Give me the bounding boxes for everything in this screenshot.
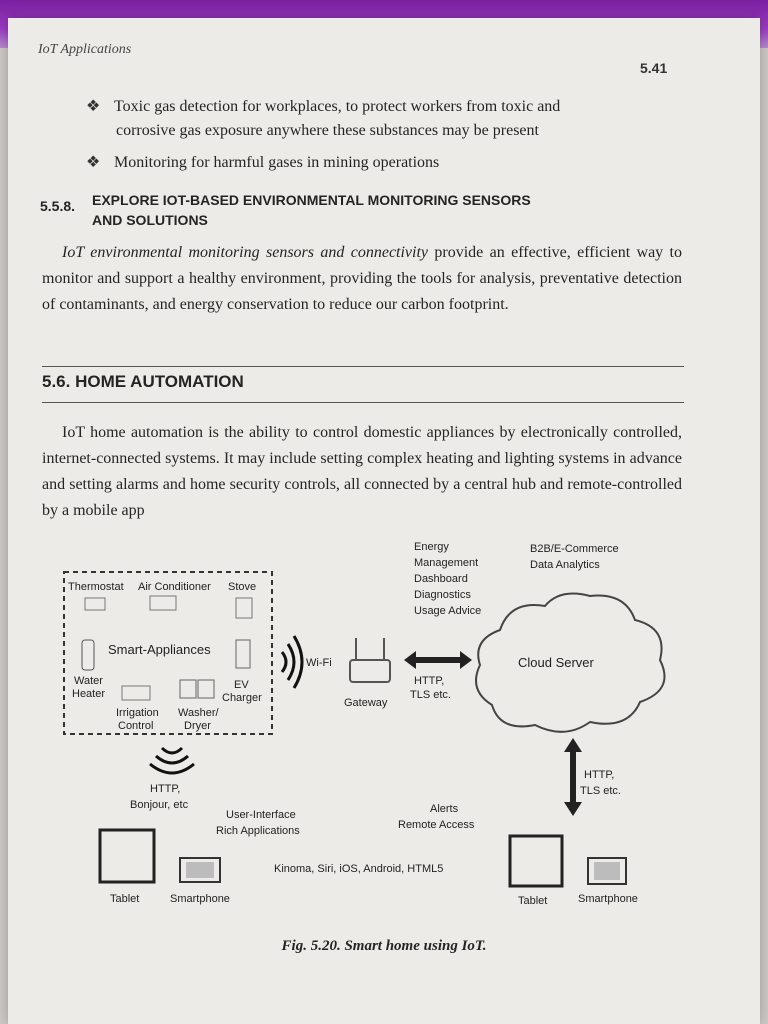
- ev-charger-icon: [236, 640, 250, 668]
- water-heater-label-2: Heater: [72, 688, 106, 700]
- energy-item: Usage Advice: [414, 605, 482, 617]
- paragraph-emphasis: IoT environmental monitoring sensors and connectivity: [62, 244, 429, 261]
- b2b-label-1: B2B/E-Commerce: [530, 543, 619, 555]
- ev-label-1: EV: [234, 679, 249, 691]
- wifi-label: Wi-Fi: [306, 657, 332, 669]
- http-tls-mid-2: TLS etc.: [410, 689, 451, 701]
- stove-label: Stove: [228, 581, 257, 593]
- section-number: 5.5.8.: [40, 198, 76, 214]
- figure-caption: Fig. 5.20. Smart home using IoT.: [281, 938, 487, 954]
- b2b-label-2: Data Analytics: [530, 559, 600, 571]
- smart-appliances-title: Smart-Appliances: [108, 642, 211, 657]
- smartphone-right-label: Smartphone: [578, 893, 638, 905]
- washer-icon: [180, 680, 196, 698]
- energy-item: Diagnostics: [414, 589, 471, 601]
- water-heater-label-1: Water: [74, 675, 103, 687]
- energy-item: Dashboard: [414, 573, 468, 585]
- thermostat-icon: [85, 598, 105, 610]
- air-conditioner-icon: [150, 596, 176, 610]
- user-interface-1: User-Interface: [226, 809, 296, 821]
- paragraph-text: provide an effective, efficient way to monitor and support a healthy environment, providing the tools for analysis, preventative detection of contaminants, and energy conservation to reduce our carbon footprint.: [42, 244, 682, 313]
- section-title-continued: AND SOLUTIONS: [92, 212, 208, 228]
- irrigation-label-2: Control: [118, 720, 154, 732]
- washer-label-2: Dryer: [184, 720, 211, 732]
- signal-waves-icon: [150, 748, 194, 773]
- washer-label-1: Washer/: [178, 707, 219, 719]
- platforms-label: Kinoma, Siri, iOS, Android, HTML5: [274, 863, 444, 875]
- alerts-1: Alerts: [430, 803, 459, 815]
- ev-label-2: Charger: [222, 692, 262, 704]
- alerts-2: Remote Access: [398, 819, 475, 831]
- section-heading: 5.6. HOME AUTOMATION: [42, 372, 244, 391]
- air-conditioner-label: Air Conditioner: [138, 581, 211, 593]
- http-tls-right-1: HTTP,: [584, 769, 615, 781]
- tablet-left-label: Tablet: [110, 893, 140, 905]
- tablet-right-label: Tablet: [518, 895, 548, 907]
- water-heater-icon: [82, 640, 94, 670]
- wifi-icon: [282, 636, 302, 688]
- irrigation-label-1: Irrigation: [116, 707, 159, 719]
- cloud-devices-arrow: [564, 738, 582, 816]
- gateway-label: Gateway: [344, 697, 388, 709]
- bullet-text: Toxic gas detection for workplaces, to protect workers from toxic and: [114, 98, 561, 115]
- gateway-cloud-arrow: [404, 651, 472, 669]
- section-title: EXPLORE IOT-BASED ENVIRONMENTAL MONITORING SENSORS: [92, 192, 531, 208]
- bullet-text: Monitoring for harmful gases in mining operations: [114, 154, 440, 171]
- bullet-icon: ❖: [86, 154, 101, 171]
- gateway-icon: [350, 638, 390, 682]
- bullet-text-continued: corrosive gas exposure anywhere these substances may be present: [116, 122, 539, 139]
- bullet-icon: ❖: [86, 98, 101, 115]
- tablet-left-icon: [100, 830, 154, 882]
- paragraph-home-automation: IoT home automation is the ability to control domestic appliances by electronically controlled, internet-connected systems. It may include setting complex heating and lighting systems in advance and setting alarms and home security controls, all connected by a central hub and remote-controlled by a mobile app: [42, 424, 682, 519]
- energy-item: Management: [414, 557, 479, 569]
- stove-icon: [236, 598, 252, 618]
- smartphone-left-screen: [186, 862, 214, 878]
- tablet-right-icon: [510, 836, 562, 886]
- page-number: 5.41: [640, 60, 668, 76]
- thermostat-label: Thermostat: [68, 581, 124, 593]
- cloud-server-label: Cloud Server: [518, 655, 594, 670]
- smartphone-left-label: Smartphone: [170, 893, 230, 905]
- http-tls-mid-1: HTTP,: [414, 675, 445, 687]
- http-tls-right-2: TLS etc.: [580, 785, 621, 797]
- http-bonjour-1: HTTP,: [150, 783, 181, 795]
- dryer-icon: [198, 680, 214, 698]
- running-header: IoT Applications: [38, 42, 132, 57]
- smartphone-right-screen: [594, 862, 620, 880]
- user-interface-2: Rich Applications: [216, 825, 300, 837]
- http-bonjour-2: Bonjour, etc: [130, 799, 189, 811]
- irrigation-icon: [122, 686, 150, 700]
- energy-item: Energy: [414, 541, 449, 553]
